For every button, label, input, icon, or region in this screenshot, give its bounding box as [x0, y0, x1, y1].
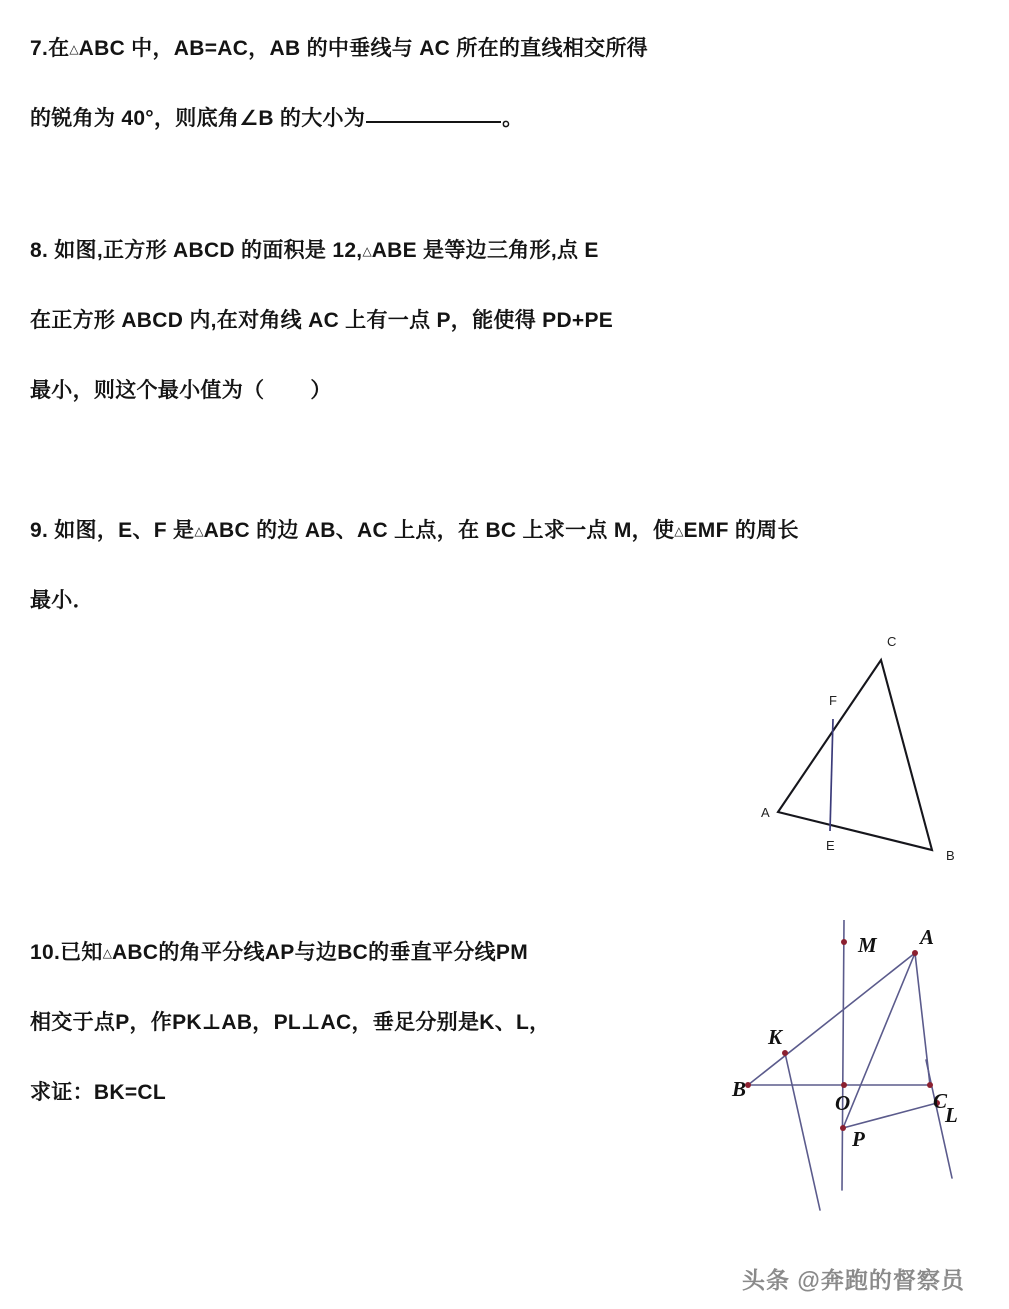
bisector-diagram-svg: [730, 920, 1000, 1220]
question-10-line-3: [30, 1058, 550, 1128]
q8-l1-seg3: ABE 是等边三角形,点 E: [371, 239, 599, 262]
line-pk-perpendicular: [785, 1053, 820, 1210]
answer-blank[interactable]: [366, 121, 501, 123]
triangle-abc-svg: [750, 616, 1000, 881]
q8-l2-seg1: 在正方形 ABCD 内,在对角线 AC 上有一点 P，能使得 PD+PE: [30, 309, 614, 332]
question-7-line-2: [30, 84, 648, 154]
vertex-label-b: B: [732, 1077, 747, 1101]
dot-k: [782, 1050, 788, 1056]
q10-l1-seg1: 10.已知: [30, 941, 103, 964]
point-label-k: K: [768, 1025, 783, 1049]
triangle-symbol-icon: △: [674, 524, 684, 538]
triangle-symbol-icon: △: [102, 946, 112, 960]
triangle-symbol-icon: △: [362, 244, 372, 258]
vertex-label-b: B: [946, 848, 955, 863]
vertex-label-c: C: [933, 1089, 948, 1113]
dot-c: [927, 1082, 933, 1088]
question-10-line-1: [30, 918, 550, 988]
question-8-block: [30, 216, 613, 426]
triangle-symbol-icon: △: [194, 524, 204, 538]
q9-l1-seg3: ABC 的边 AB、AC 上点，在 BC 上求一点 M，使: [203, 519, 675, 542]
line-perpendicular-bisector-pm: [842, 920, 844, 1190]
vertex-label-a: A: [920, 925, 935, 949]
line-angle-bisector-ap: [843, 953, 915, 1128]
point-label-l: L: [945, 1103, 958, 1127]
q9-l2-seg1: 最小．: [30, 589, 94, 612]
triangle-symbol-icon: △: [69, 42, 79, 56]
point-label-e: E: [826, 838, 835, 853]
question-8-line-2: [30, 286, 613, 356]
q8-l1-seg1: 8. 如图,正方形 ABCD 的面积是 12,: [30, 239, 363, 262]
point-label-f: F: [829, 693, 837, 708]
question-7-block: [30, 14, 648, 154]
question-10-line-2: [30, 988, 550, 1058]
dot-o: [841, 1082, 847, 1088]
q7-l2-seg3: 。: [502, 107, 524, 130]
question-10-block: [30, 918, 550, 1128]
line-ab: [748, 953, 915, 1085]
point-label-p: P: [852, 1127, 865, 1151]
q10-l3-seg1: 求证：BK=CL: [30, 1081, 166, 1104]
q8-l3-seg3: ）: [310, 379, 332, 402]
vertex-label-c: C: [887, 634, 897, 649]
vertex-label-a: A: [761, 805, 770, 820]
question-10-figure: [730, 920, 1000, 1220]
point-label-m: M: [858, 933, 877, 957]
question-8-line-1: [30, 216, 613, 286]
line-pl-perpendicular: [843, 1103, 937, 1128]
q7-l1-seg3: ABC 中，AB=AC，AB 的中垂线与 AC 所在的直线相交所得: [78, 37, 648, 60]
q7-l1-seg1: 7.在: [30, 37, 70, 60]
question-9-figure: [750, 616, 1000, 881]
q10-l2-seg1: 相交于点P，作PK⊥AB，PL⊥AC，垂足分别是K、L，: [30, 1011, 551, 1034]
question-9-block: [30, 496, 799, 636]
dot-a: [912, 950, 918, 956]
question-9-line-1: [30, 496, 799, 566]
question-7-line-1: [30, 14, 648, 84]
triangle-abc-outline: [778, 660, 932, 850]
dot-p: [840, 1125, 846, 1131]
watermark: 头条 @奔跑的督察员: [742, 1267, 965, 1293]
q9-l1-seg1: 9. 如图，E、F 是: [30, 519, 195, 542]
point-label-o: O: [835, 1091, 851, 1115]
q7-l2-seg1: 的锐角为 40°，则底角∠B 的大小为: [30, 107, 366, 130]
q8-l3-seg1: 最小，则这个最小值为（: [30, 379, 265, 402]
q10-l1-seg3: ABC的角平分线AP与边BC的垂直平分线PM: [111, 941, 529, 964]
question-9-line-2: [30, 566, 799, 636]
question-8-line-3: [30, 356, 613, 426]
dot-m: [841, 939, 847, 945]
q9-l1-seg5: EMF 的周长: [683, 519, 799, 542]
